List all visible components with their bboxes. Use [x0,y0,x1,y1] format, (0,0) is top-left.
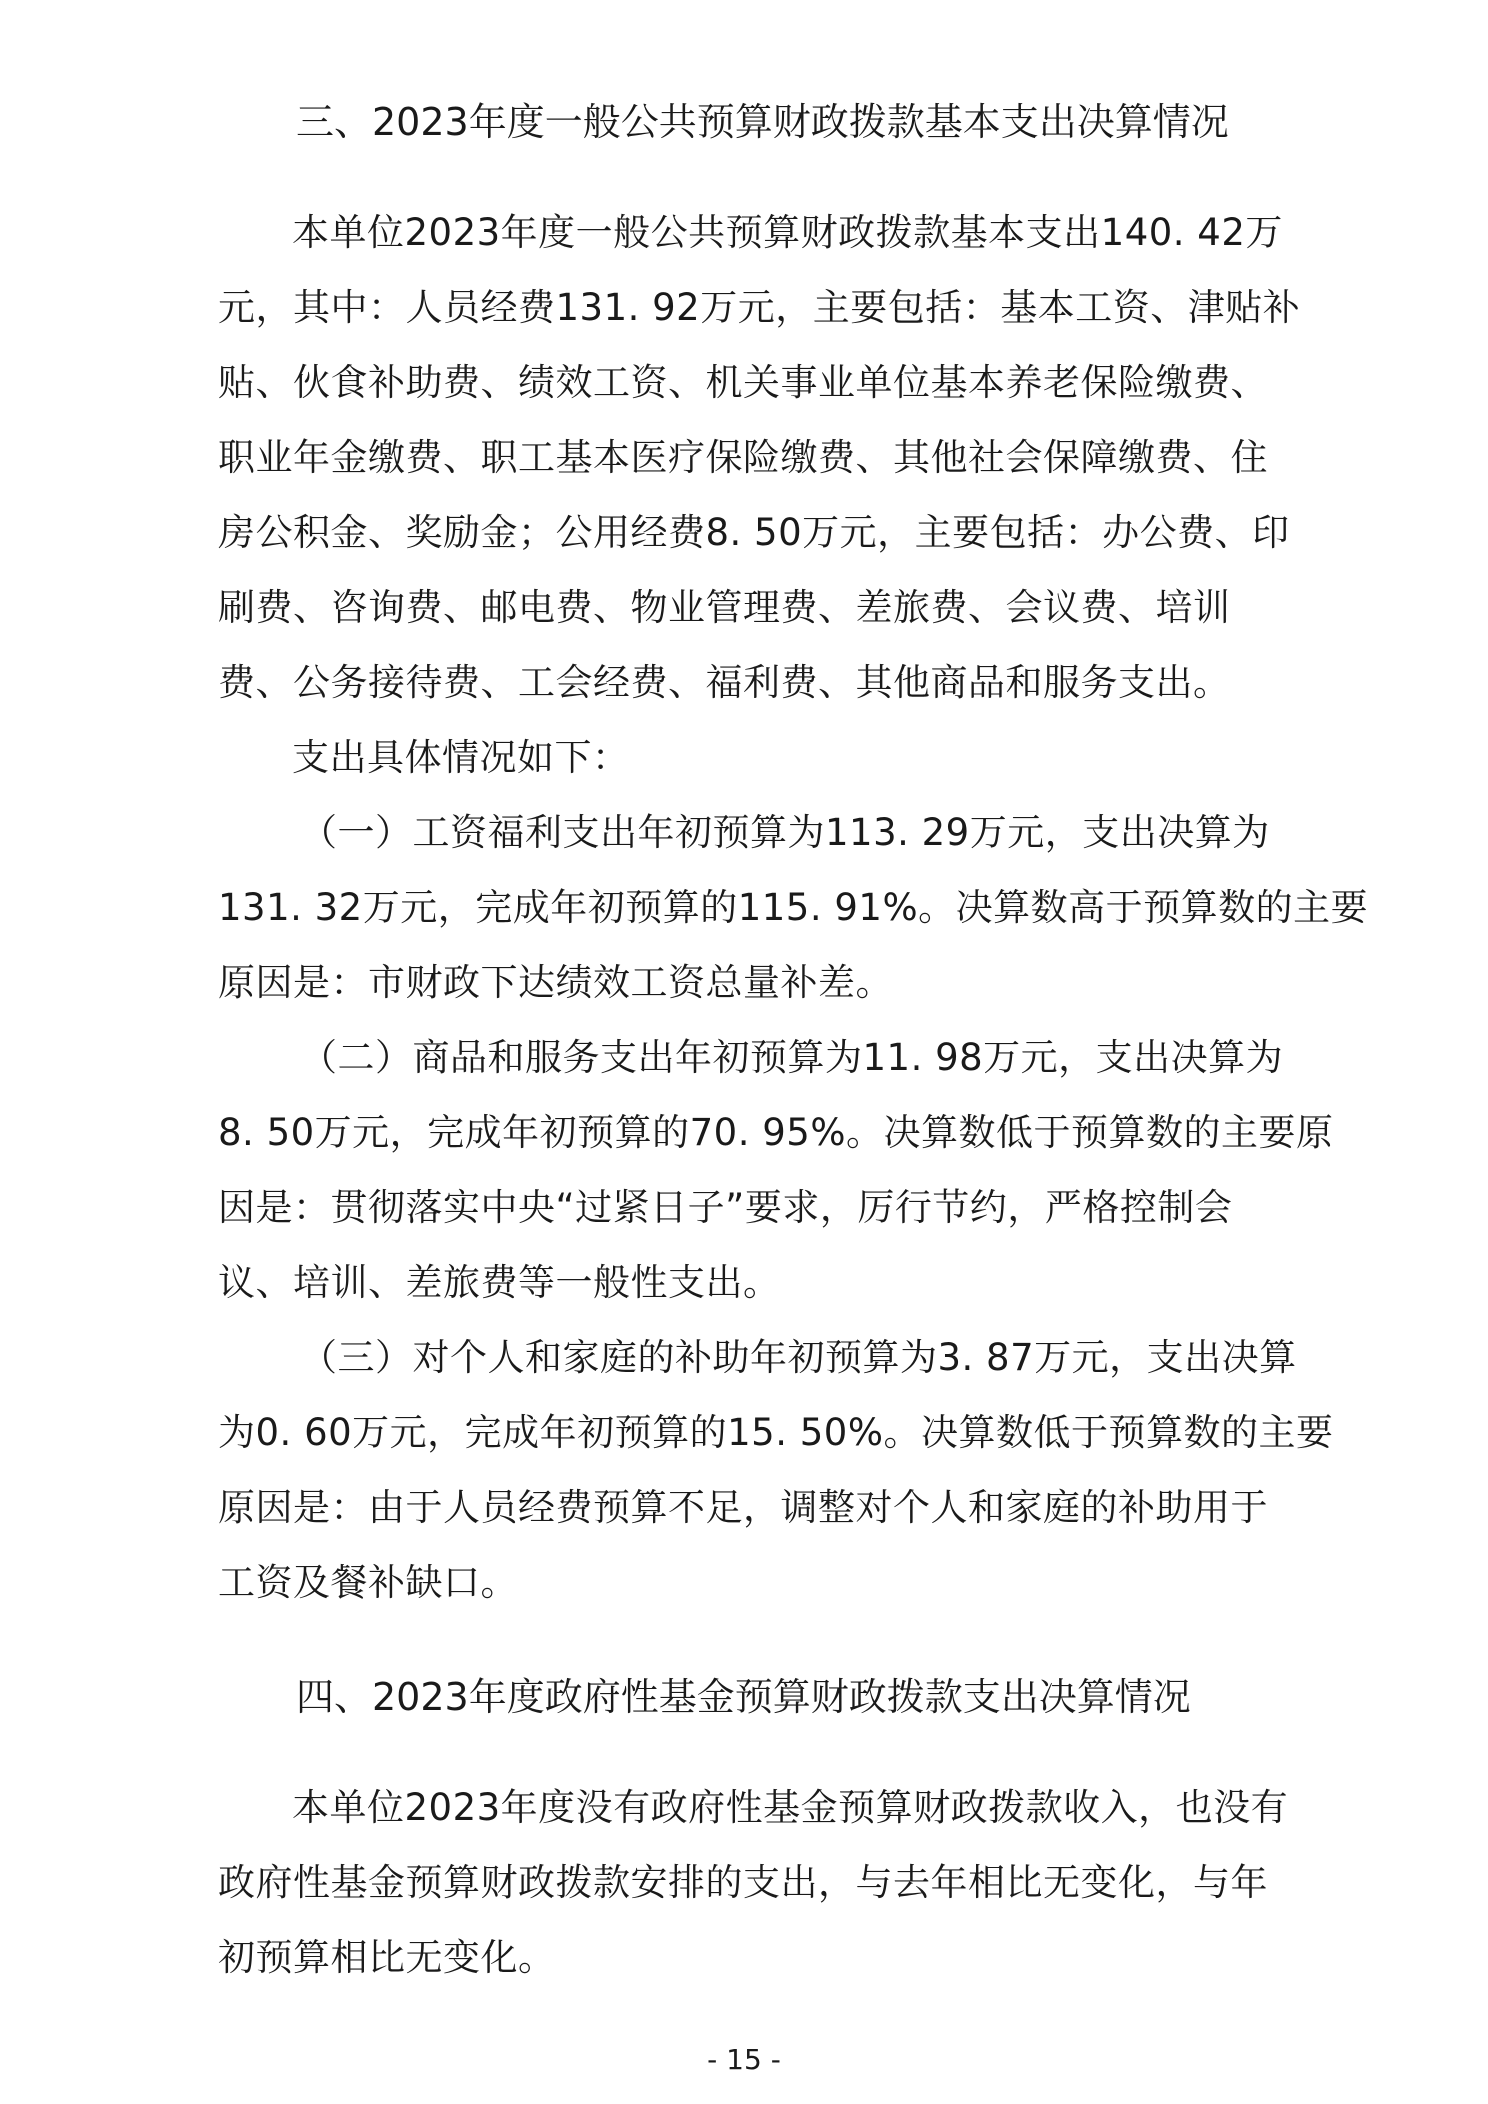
section-4-heading: 四、2023年度政府性基金预算财政拨款支出决算情况 [296,1675,1191,1719]
item-2-line: 8. 50万元，完成年初预算的70. 95%。决算数低于预算数的主要原 [218,1111,1334,1154]
item-1-line: 131. 32万元，完成年初预算的115. 91%。决算数高于预算数的主要 [218,886,1369,929]
item-2-line: 议、培训、差旅费等一般性支出。 [218,1261,781,1304]
section-3-heading: 三、2023年度一般公共预算财政拨款基本支出决算情况 [296,100,1229,144]
detail-intro: 支出具体情况如下： [292,736,630,779]
page-number: - 15 - [707,2043,781,2076]
item-3-line: （三）对个人和家庭的补助年初预算为3. 87万元，支出决算 [300,1336,1297,1379]
item-3-line: 原因是：由于人员经费预算不足，调整对个人和家庭的补助用于 [218,1486,1268,1529]
section-3-intro-line: 职业年金缴费、职工基本医疗保险缴费、其他社会保障缴费、住 [218,436,1268,479]
item-3-line: 为0. 60万元，完成年初预算的15. 50%。决算数低于预算数的主要 [218,1411,1334,1454]
section-3-intro-line: 本单位2023年度一般公共预算财政拨款基本支出140. 42万 [292,211,1283,254]
section-3-intro-line: 刷费、咨询费、邮电费、物业管理费、差旅费、会议费、培训 [218,586,1231,629]
section-4-body-line: 本单位2023年度没有政府性基金预算财政拨款收入，也没有 [292,1786,1289,1829]
section-4-body-line: 政府性基金预算财政拨款安排的支出，与去年相比无变化，与年 [218,1861,1268,1904]
item-2-line: （二）商品和服务支出年初预算为11. 98万元，支出决算为 [300,1036,1284,1079]
item-1-line: （一）工资福利支出年初预算为113. 29万元，支出决算为 [300,811,1270,854]
item-1-line: 原因是：市财政下达绩效工资总量补差。 [218,961,893,1004]
section-4-body-line: 初预算相比无变化。 [218,1936,556,1979]
section-3-intro-line: 元，其中：人员经费131. 92万元，主要包括：基本工资、津贴补 [218,286,1301,329]
item-3-line: 工资及餐补缺口。 [218,1561,518,1604]
section-3-intro-line: 房公积金、奖励金；公用经费8. 50万元，主要包括：办公费、印 [218,511,1290,554]
item-2-line: 因是：贯彻落实中央“过紧日子”要求，厉行节约，严格控制会 [218,1186,1233,1229]
section-3-intro-line: 费、公务接待费、工会经费、福利费、其他商品和服务支出。 [218,661,1231,704]
section-3-intro-line: 贴、伙食补助费、绩效工资、机关事业单位基本养老保险缴费、 [218,361,1268,404]
